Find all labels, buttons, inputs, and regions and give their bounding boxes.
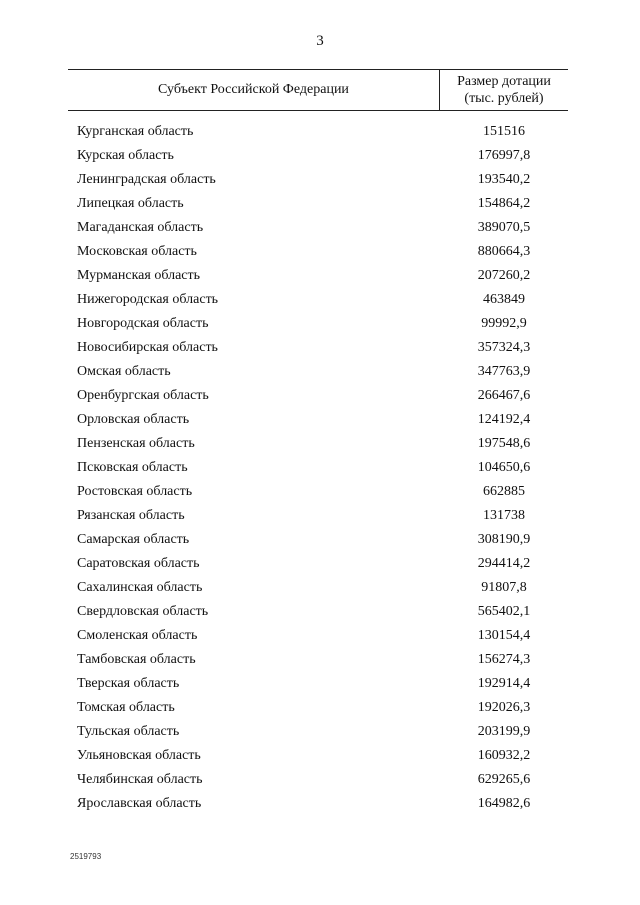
region-name: Новосибирская область: [77, 340, 218, 355]
header-amount-line1: Размер дотации: [457, 74, 551, 89]
region-name: Мурманская область: [77, 268, 201, 283]
table-row: [68, 456, 568, 480]
region-name: Курганская область: [77, 124, 194, 139]
table-row: [68, 768, 568, 792]
subsidy-amount: 130154,4: [477, 628, 531, 643]
subsidy-amount: 357324,3: [477, 340, 531, 355]
table-row: [68, 312, 568, 336]
table-row: [68, 408, 568, 432]
subsidy-amount: 463849: [483, 292, 525, 307]
subsidy-amount: 164982,6: [477, 796, 531, 811]
table-row: [68, 432, 568, 456]
table-row: [68, 600, 568, 624]
subsidy-amount: 662885: [483, 484, 525, 499]
table-row: [68, 576, 568, 600]
subsidy-amount: 347763,9: [477, 364, 531, 379]
subsidy-amount: 880664,3: [477, 244, 531, 259]
subsidy-amount: 308190,9: [477, 532, 531, 547]
subsidy-amount: 294414,2: [477, 556, 531, 571]
subsidy-amount: 203199,9: [477, 724, 531, 739]
region-name: Орловская область: [77, 412, 190, 427]
table-row: [68, 144, 568, 168]
subsidy-amount: 156274,3: [477, 652, 531, 667]
subsidy-amount: 266467,6: [477, 388, 531, 403]
region-name: Магаданская область: [77, 220, 204, 235]
header-subject: Субъект Российской Федерации: [158, 82, 349, 97]
subsidy-amount: 389070,5: [477, 220, 531, 235]
subsidy-table: [68, 69, 568, 811]
subsidy-amount: 176997,8: [477, 148, 531, 163]
region-name: Ростовская область: [77, 484, 193, 499]
region-name: Псковская область: [77, 460, 188, 475]
region-name: Курская область: [77, 148, 174, 163]
table-row: [68, 336, 568, 360]
table-row: [68, 744, 568, 768]
region-name: Пензенская область: [77, 436, 195, 451]
document-code: 2519793: [70, 852, 102, 861]
subsidy-amount: 99992,9: [481, 316, 527, 331]
subsidy-amount: 197548,6: [477, 436, 531, 451]
region-name: Липецкая область: [77, 196, 184, 211]
region-name: Нижегородская область: [77, 292, 219, 307]
table-row: [68, 120, 568, 144]
region-name: Тульская область: [77, 724, 180, 739]
table-header: [68, 69, 568, 111]
table-row: [68, 504, 568, 528]
table-row: [68, 384, 568, 408]
region-name: Рязанская область: [77, 508, 185, 523]
table-row: [68, 648, 568, 672]
subsidy-amount: 629265,6: [477, 772, 531, 787]
subsidy-amount: 192026,3: [477, 700, 531, 715]
table-row: [68, 240, 568, 264]
region-name: Омская область: [77, 364, 171, 379]
region-name: Самарская область: [77, 532, 190, 547]
region-name: Сахалинская область: [77, 580, 203, 595]
subsidy-amount: 124192,4: [477, 412, 531, 427]
region-name: Ярославская область: [77, 796, 202, 811]
header-amount-line2: (тыс. рублей): [464, 91, 544, 106]
table-row: [68, 288, 568, 312]
subsidy-amount: 207260,2: [477, 268, 531, 283]
region-name: Томская область: [77, 700, 175, 715]
region-name: Ульяновская область: [77, 748, 201, 763]
subsidy-amount: 192914,4: [477, 676, 531, 691]
region-name: Смоленская область: [77, 628, 198, 643]
subsidy-amount: 151516: [483, 124, 525, 139]
table-row: [68, 696, 568, 720]
table-row: [68, 672, 568, 696]
table-row: [68, 624, 568, 648]
region-name: Тверская область: [77, 676, 180, 691]
subsidy-amount: 131738: [483, 508, 525, 523]
region-name: Новгородская область: [77, 316, 209, 331]
table-row: [68, 192, 568, 216]
region-name: Тамбовская область: [77, 652, 196, 667]
table-row: [68, 552, 568, 576]
subsidy-amount: 193540,2: [477, 172, 531, 187]
subsidy-amount: 91807,8: [481, 580, 527, 595]
subsidy-amount: 160932,2: [477, 748, 531, 763]
table-row: [68, 792, 568, 816]
region-name: Московская область: [77, 244, 197, 259]
page-number: 3: [316, 33, 324, 49]
header-amount: [440, 70, 568, 110]
subsidy-amount: 104650,6: [477, 460, 531, 475]
table-row: [68, 264, 568, 288]
table-row: [68, 216, 568, 240]
table-row: [68, 480, 568, 504]
table-row: [68, 720, 568, 744]
subsidy-amount: 565402,1: [477, 604, 531, 619]
region-name: Ленинградская область: [77, 172, 216, 187]
region-name: Свердловская область: [77, 604, 209, 619]
subsidy-amount: 154864,2: [477, 196, 531, 211]
table-row: [68, 528, 568, 552]
table-body: [68, 120, 568, 816]
region-name: Челябинская область: [77, 772, 203, 787]
region-name: Оренбургская область: [77, 388, 209, 403]
table-row: [68, 168, 568, 192]
region-name: Саратовская область: [77, 556, 200, 571]
table-row: [68, 360, 568, 384]
